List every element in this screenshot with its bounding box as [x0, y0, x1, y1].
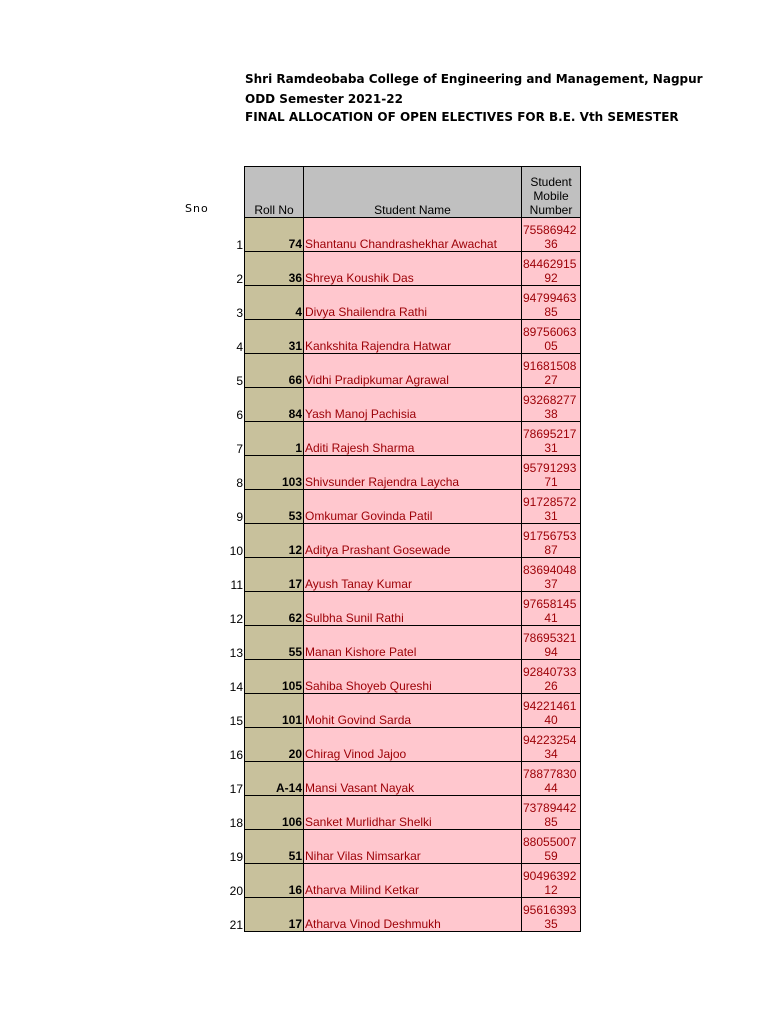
mobile-number-cell [522, 490, 581, 524]
mobile-number-cell [522, 898, 581, 932]
roll-no-cell: 66 [245, 354, 304, 388]
mobile-number-cell [522, 422, 581, 456]
table-row [226, 592, 581, 626]
mobile-number-part2: 37 [544, 577, 558, 591]
table-row [226, 320, 581, 354]
table-row [226, 830, 581, 864]
student-name-cell: Vidhi Pradipkumar Agrawal [304, 354, 522, 388]
mobile-number-part2: 36 [544, 237, 558, 251]
mobile-number-part1: 78695321 [523, 631, 577, 645]
mobile-number-part2: 35 [544, 917, 558, 931]
mobile-number-cell [522, 796, 581, 830]
mobile-number-cell [522, 252, 581, 286]
student-name-cell: Nihar Vilas Nimsarkar [304, 830, 522, 864]
mobile-number-part1: 78877830 [523, 767, 577, 781]
mobile-number-part1: 91756753 [523, 529, 577, 543]
table-row [226, 796, 581, 830]
sno-cell: 13 [229, 645, 243, 660]
mobile-number-part1: 95791293 [523, 461, 577, 475]
mobile-number-part1: 91681508 [523, 359, 577, 373]
mobile-number-part1: 92840733 [523, 665, 577, 679]
student-name-cell: Sulbha Sunil Rathi [304, 592, 522, 626]
table-row [226, 422, 581, 456]
mobile-number-part2: 94 [544, 645, 558, 659]
sno-cell: 12 [229, 611, 243, 626]
mobile-number-cell [522, 218, 581, 252]
mobile-number-part2: 71 [544, 475, 558, 489]
sno-cell: 16 [229, 747, 243, 762]
mobile-number-part1: 90496392 [523, 869, 577, 883]
roll-no-cell: 103 [245, 456, 304, 490]
sno-cell: 19 [229, 849, 243, 864]
roll-no-cell: 84 [245, 388, 304, 422]
mobile-number-part2: 44 [544, 781, 558, 795]
mobile-number-part1: 89756063 [523, 325, 577, 339]
table-row [226, 626, 581, 660]
semester-label: ODD Semester 2021-22 [245, 92, 403, 106]
table-row [226, 218, 581, 252]
roll-no-cell: 106 [245, 796, 304, 830]
mobile-number-header [522, 167, 581, 218]
mobile-number-cell [522, 626, 581, 660]
student-name-cell: Mohit Govind Sarda [304, 694, 522, 728]
table-row [226, 864, 581, 898]
mobile-number-part2: 31 [544, 441, 558, 455]
mobile-number-part2: 41 [544, 611, 558, 625]
mobile-number-cell [522, 456, 581, 490]
table-row [226, 660, 581, 694]
mobile-number-part1: 93268277 [523, 393, 577, 407]
roll-no-cell: 74 [245, 218, 304, 252]
roll-no-cell: 31 [245, 320, 304, 354]
mobile-number-cell [522, 592, 581, 626]
table-row [226, 762, 581, 796]
sno-cell: 11 [230, 577, 243, 592]
sno-cell: 9 [236, 509, 243, 524]
sno-cell: 21 [229, 917, 243, 932]
mobile-number-part1: 94223254 [523, 733, 577, 747]
mobile-number-part1: 97658145 [523, 597, 577, 611]
student-name-cell: Atharva Vinod Deshmukh [304, 898, 522, 932]
mobile-number-cell [522, 660, 581, 694]
table-row [226, 388, 581, 422]
roll-no-cell: 105 [245, 660, 304, 694]
sno-cell: 1 [236, 237, 243, 252]
mobile-number-cell [522, 694, 581, 728]
mobile-number-part1: 75586942 [523, 223, 577, 237]
mobile-number-part2: 12 [544, 883, 558, 897]
sno-cell: 8 [236, 475, 243, 490]
student-name-cell: Ayush Tanay Kumar [304, 558, 522, 592]
student-name-header: Student Name [304, 167, 522, 218]
roll-no-cell: 101 [245, 694, 304, 728]
mobile-number-part2: 38 [544, 407, 558, 421]
table-row [226, 456, 581, 490]
mobile-number-part1: 94221461 [523, 699, 577, 713]
mobile-number-cell [522, 286, 581, 320]
mobile-number-part1: 83694048 [523, 563, 577, 577]
mobile-number-cell [522, 830, 581, 864]
student-name-cell: Divya Shailendra Rathi [304, 286, 522, 320]
student-name-cell: Shreya Koushik Das [304, 252, 522, 286]
mobile-number-part2: 34 [544, 747, 558, 761]
mobile-number-part1: 73789442 [523, 801, 577, 815]
sno-cell: 14 [229, 679, 243, 694]
mobile-number-cell [522, 320, 581, 354]
mobile-number-part1: 78695217 [523, 427, 577, 441]
student-name-cell: Shivsunder Rajendra Laycha [304, 456, 522, 490]
sno-cell: 7 [236, 441, 243, 456]
student-name-cell: Manan Kishore Patel [304, 626, 522, 660]
sno-cell: 17 [229, 781, 243, 796]
roll-no-cell: 17 [245, 898, 304, 932]
student-name-cell: Sahiba Shoyeb Qureshi [304, 660, 522, 694]
roll-no-header: Roll No [245, 167, 304, 218]
table-row [226, 524, 581, 558]
student-name-cell: Sanket Murlidhar Shelki [304, 796, 522, 830]
sno-cell: 3 [236, 305, 243, 320]
table-row [226, 286, 581, 320]
sno-column-header: Sno [185, 202, 209, 215]
mobile-header-line3: Number [529, 203, 573, 217]
student-name-cell: Aditya Prashant Gosewade [304, 524, 522, 558]
mobile-header-line1: Student [530, 175, 572, 189]
mobile-header-line2: Mobile [533, 189, 569, 203]
student-name-cell: Kankshita Rajendra Hatwar [304, 320, 522, 354]
mobile-number-part2: 27 [544, 373, 558, 387]
sno-cell: 20 [229, 883, 243, 898]
mobile-number-part2: 31 [544, 509, 558, 523]
table-row [226, 252, 581, 286]
allocation-heading: FINAL ALLOCATION OF OPEN ELECTIVES FOR B.E. Vth SEMESTER [245, 110, 679, 124]
roll-no-cell: 55 [245, 626, 304, 660]
table-row [226, 558, 581, 592]
mobile-number-cell [522, 558, 581, 592]
table-row [226, 490, 581, 524]
mobile-number-part2: 26 [544, 679, 558, 693]
sno-cell: 6 [236, 407, 243, 422]
mobile-number-part2: 40 [544, 713, 558, 727]
sno-cell: 15 [229, 713, 243, 728]
table-header-row [226, 167, 581, 218]
roll-no-cell: 20 [245, 728, 304, 762]
mobile-number-cell [522, 354, 581, 388]
student-name-cell: Aditi Rajesh Sharma [304, 422, 522, 456]
mobile-number-part2: 92 [544, 271, 558, 285]
table-row [226, 694, 581, 728]
mobile-number-cell [522, 388, 581, 422]
mobile-number-part1: 94799463 [523, 291, 577, 305]
roll-no-cell: 53 [245, 490, 304, 524]
mobile-number-part1: 84462915 [523, 257, 577, 271]
roll-no-cell: 51 [245, 830, 304, 864]
sno-cell: 5 [236, 373, 243, 388]
sno-cell: 18 [229, 815, 243, 830]
roll-no-cell: 1 [245, 422, 304, 456]
mobile-number-cell [522, 864, 581, 898]
mobile-number-part1: 88055007 [523, 835, 577, 849]
mobile-number-part2: 87 [544, 543, 558, 557]
sno-header-spacer [226, 167, 245, 218]
sno-cell: 4 [236, 339, 243, 354]
roll-no-cell: 62 [245, 592, 304, 626]
table-row [226, 354, 581, 388]
mobile-number-cell [522, 728, 581, 762]
mobile-number-part2: 85 [544, 815, 558, 829]
mobile-number-cell [522, 524, 581, 558]
mobile-number-part1: 95616393 [523, 903, 577, 917]
roll-no-cell: 4 [245, 286, 304, 320]
mobile-number-part1: 91728572 [523, 495, 577, 509]
mobile-number-part2: 59 [544, 849, 558, 863]
table-row [226, 728, 581, 762]
student-name-cell: Omkumar Govinda Patil [304, 490, 522, 524]
student-name-cell: Chirag Vinod Jajoo [304, 728, 522, 762]
roll-no-cell: 12 [245, 524, 304, 558]
document-title: Shri Ramdeobaba College of Engineering and Management, Nagpur [245, 72, 703, 86]
allocation-table [226, 166, 581, 932]
student-name-cell: Yash Manoj Pachisia [304, 388, 522, 422]
student-name-cell: Shantanu Chandrashekhar Awachat [304, 218, 522, 252]
mobile-number-part2: 85 [544, 305, 558, 319]
roll-no-cell: 16 [245, 864, 304, 898]
student-name-cell: Atharva Milind Ketkar [304, 864, 522, 898]
mobile-number-part2: 05 [544, 339, 558, 353]
roll-no-cell: 17 [245, 558, 304, 592]
student-name-cell: Mansi Vasant Nayak [304, 762, 522, 796]
roll-no-cell: 36 [245, 252, 304, 286]
mobile-number-cell [522, 762, 581, 796]
roll-no-cell: A-14 [245, 762, 304, 796]
table-row [226, 898, 581, 932]
sno-cell: 2 [236, 271, 243, 286]
sno-cell: 10 [229, 543, 243, 558]
